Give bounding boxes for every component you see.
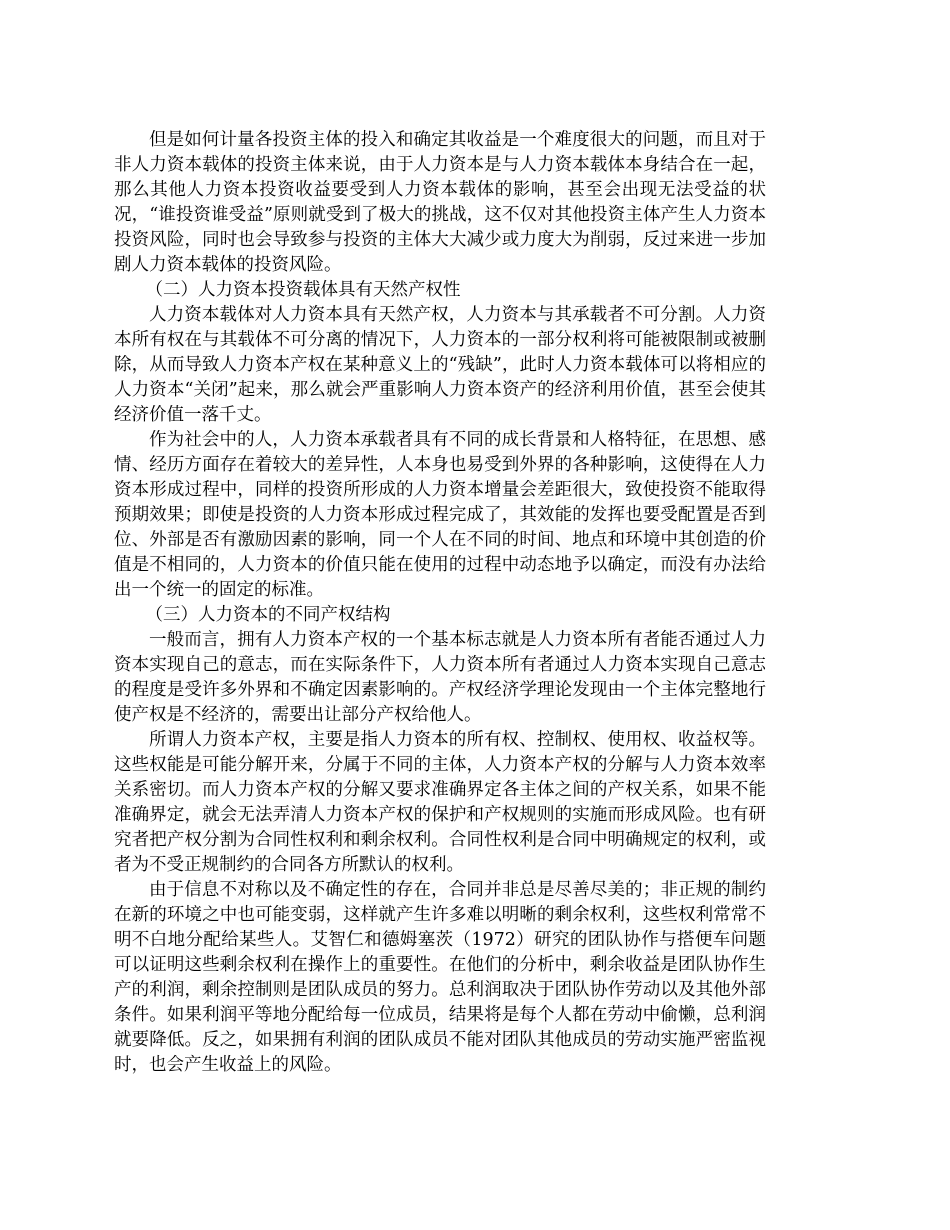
paragraph-5: 所谓人力资本产权，主要是指人力资本的所有权、控制权、使用权、收益权等。这些权能是可能分解开来，分属于不同的主体，人力资本产权的分解与人力资本效率关系密切。而人力资本产权的分解又要求准确界定各主体之间的产权关系，如果不能准确界定，就会无法弄清人力资本产权的保护和产权规则的实施而形成风险。也有研究者把产权分割为合同性权利和剩余权利。合同性权利是合同中明确规定的权利，或者为不受正规制约的合同各方所默认的权利。	[114, 730, 766, 875]
document-page	[114, 128, 766, 1078]
section-heading-2: （二）人力资本投资载体具有天然产权性	[145, 280, 461, 300]
paragraph-2: 人力资本载体对人力资本具有天然产权，人力资本与其承载者不可分割。人力资本所有权在与其载体不可分离的情况下，人力资本的一部分权利将可能被限制或被删除，从而导致人力资本产权在某种意义上的“残缺”，此时人力资本载体可以将相应的人力资本“关闭”起来，那么就会严重影响人力资本资产的经济利用价值，甚至会使其经济价值一落千丈。	[114, 305, 766, 425]
paragraph-6: 由于信息不对称以及不确定性的存在，合同并非总是尽善尽美的；非正规的制约在新的环境之中也可能变弱，这样就产生许多难以明晰的剩余权利，这些权利常常不明不白地分配给某些人。艾智仁和德姆塞茨（1972）研究的团队协作与搭便车问题可以证明这些剩余权利在操作上的重要性。在他们的分析中，剩余收益是团队协作生产的利润，剩余控制则是团队成员的努力。总利润取决于团队协作劳动以及其他外部条件。如果利润平等地分配给每一位成员，结果将是每个人都在劳动中偷懒，总利润就要降低。反之，如果拥有利润的团队成员不能对团队其他成员的劳动实施严密监视时，也会产生收益上的风险。	[114, 880, 766, 1075]
section-heading-3: （三）人力资本的不同产权结构	[145, 605, 391, 625]
paragraph-3: 作为社会中的人，人力资本承载者具有不同的成长背景和人格特征，在思想、感情、经历方面存在着较大的差异性，人本身也易受到外界的各种影响，这使得在人力资本形成过程中，同样的投资所形成的人力资本增量会差距很大，致使投资不能取得预期效果；即使是投资的人力资本形成过程完成了，其效能的发挥也要受配置是否到位、外部是否有激励因素的影响，同一个人在不同的时间、地点和环境中其创造的价值是不相同的，人力资本的价值只能在使用的过程中动态地予以确定，而没有办法给出一个统一的固定的标准。	[114, 430, 766, 600]
paragraph-1: 但是如何计量各投资主体的投入和确定其收益是一个难度很大的问题，而且对于非人力资本载体的投资主体来说，由于人力资本是与人力资本载体本身结合在一起，那么其他人力资本投资收益要受到人力资本载体的影响，甚至会出现无法受益的状况，“谁投资谁受益”原则就受到了极大的挑战，这不仅对其他投资主体产生人力资本投资风险，同时也会导致参与投资的主体大大减少或力度大为削弱，反过来进一步加剧人力资本载体的投资风险。	[114, 130, 766, 275]
paragraph-4: 一般而言，拥有人力资本产权的一个基本标志就是人力资本所有者能否通过人力资本实现自己的意志，而在实际条件下，人力资本所有者通过人力资本实现自己意志的程度是受许多外界和不确定因素影响的。产权经济学理论发现由一个主体完整地行使产权是不经济的，需要出让部分产权给他人。	[114, 630, 766, 725]
